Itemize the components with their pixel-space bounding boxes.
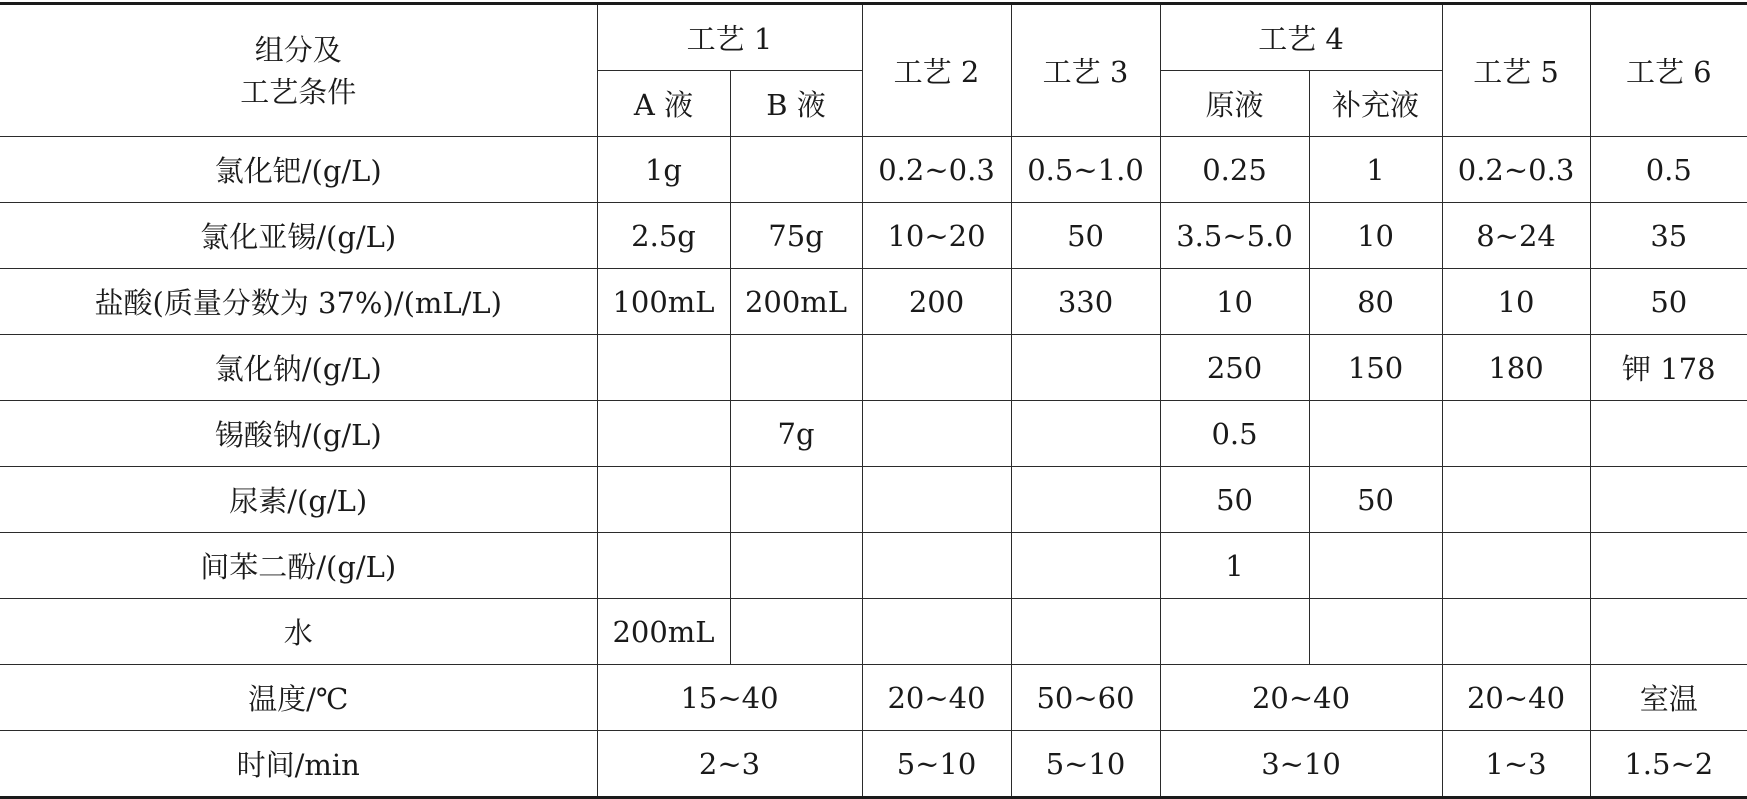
table-cell: 50 — [1160, 467, 1309, 533]
process4-header: 工艺 4 — [1160, 4, 1442, 71]
process5-header: 工艺 5 — [1442, 4, 1590, 137]
table-cell: 10 — [1442, 269, 1590, 335]
table-cell: 50 — [1309, 467, 1442, 533]
table-cell — [862, 467, 1011, 533]
row-label: 氯化亚锡/(g/L) — [0, 203, 597, 269]
table-cell: 5~10 — [862, 731, 1011, 798]
table-cell: 室温 — [1590, 665, 1747, 731]
table-cell: 钾 178 — [1590, 335, 1747, 401]
table-cell: 200mL — [730, 269, 862, 335]
table-cell: 1 — [1309, 137, 1442, 203]
table-cell: 250 — [1160, 335, 1309, 401]
table-cell — [862, 335, 1011, 401]
table-cell: 1g — [597, 137, 730, 203]
table-cell: 1.5~2 — [1590, 731, 1747, 798]
table-cell — [1011, 599, 1160, 665]
table-cell: 0.2~0.3 — [862, 137, 1011, 203]
table-cell: 10 — [1309, 203, 1442, 269]
row-label: 氯化钯/(g/L) — [0, 137, 597, 203]
row-label: 时间/min — [0, 731, 597, 798]
row-label: 尿素/(g/L) — [0, 467, 597, 533]
table-cell: 0.5 — [1160, 401, 1309, 467]
table-cell: 2~3 — [597, 731, 862, 798]
row-label: 锡酸钠/(g/L) — [0, 401, 597, 467]
table-row — [0, 335, 1747, 401]
process2-header: 工艺 2 — [862, 4, 1011, 137]
row-label: 水 — [0, 599, 597, 665]
table-cell — [1011, 467, 1160, 533]
table-cell — [862, 533, 1011, 599]
row-label: 间苯二酚/(g/L) — [0, 533, 597, 599]
table-cell: 100mL — [597, 269, 730, 335]
process-conditions-table — [0, 2, 1747, 799]
table-cell — [730, 533, 862, 599]
row-label: 盐酸(质量分数为 37%)/(mL/L) — [0, 269, 597, 335]
table-cell: 1 — [1160, 533, 1309, 599]
table-cell — [1309, 401, 1442, 467]
table-cell — [597, 533, 730, 599]
table-row — [0, 599, 1747, 665]
table-row — [0, 203, 1747, 269]
table-cell: 15~40 — [597, 665, 862, 731]
table-row — [0, 467, 1747, 533]
table-cell — [1160, 599, 1309, 665]
row-header-line1: 组分及 — [254, 32, 342, 67]
table-cell — [730, 137, 862, 203]
table-row — [0, 137, 1747, 203]
table-cell: 0.5 — [1590, 137, 1747, 203]
table-cell — [730, 467, 862, 533]
table-cell — [1590, 401, 1747, 467]
table-cell — [1442, 401, 1590, 467]
table-cell: 200mL — [597, 599, 730, 665]
table-cell: 50~60 — [1011, 665, 1160, 731]
table-cell — [1590, 533, 1747, 599]
p1-solution-b-header: B 液 — [730, 71, 862, 137]
table-cell: 50 — [1011, 203, 1160, 269]
process3-header: 工艺 3 — [1011, 4, 1160, 137]
table-cell — [597, 401, 730, 467]
table-cell: 8~24 — [1442, 203, 1590, 269]
table-cell — [1309, 533, 1442, 599]
table-cell — [1442, 533, 1590, 599]
table-cell — [1011, 335, 1160, 401]
table-cell: 1~3 — [1442, 731, 1590, 798]
table-cell — [1590, 599, 1747, 665]
table-cell: 10 — [1160, 269, 1309, 335]
table-cell — [1309, 599, 1442, 665]
table-cell — [730, 335, 862, 401]
table-cell: 20~40 — [862, 665, 1011, 731]
time-row — [0, 731, 1747, 798]
temperature-row — [0, 665, 1747, 731]
p1-solution-a-header: A 液 — [597, 71, 730, 137]
table-cell: 0.25 — [1160, 137, 1309, 203]
table-cell: 330 — [1011, 269, 1160, 335]
table-cell — [1442, 467, 1590, 533]
table-row — [0, 533, 1747, 599]
table-cell: 80 — [1309, 269, 1442, 335]
table-cell: 50 — [1590, 269, 1747, 335]
row-header-cell — [0, 4, 597, 137]
table-cell: 75g — [730, 203, 862, 269]
table-cell: 3.5~5.0 — [1160, 203, 1309, 269]
table-cell: 10~20 — [862, 203, 1011, 269]
table-cell: 0.5~1.0 — [1011, 137, 1160, 203]
table-cell: 150 — [1309, 335, 1442, 401]
table-cell: 3~10 — [1160, 731, 1442, 798]
table-cell — [1011, 533, 1160, 599]
table-cell — [1011, 401, 1160, 467]
table-cell: 0.2~0.3 — [1442, 137, 1590, 203]
p4-stock-header: 原液 — [1160, 71, 1309, 137]
table-cell — [862, 599, 1011, 665]
process1-header: 工艺 1 — [597, 4, 862, 71]
table-cell: 200 — [862, 269, 1011, 335]
header-row-1 — [0, 4, 1747, 71]
table-cell — [597, 467, 730, 533]
table-row — [0, 269, 1747, 335]
table-cell: 20~40 — [1442, 665, 1590, 731]
row-label: 氯化钠/(g/L) — [0, 335, 597, 401]
table-cell: 35 — [1590, 203, 1747, 269]
row-header-line2: 工艺条件 — [240, 74, 357, 109]
table-cell: 20~40 — [1160, 665, 1442, 731]
table-cell — [1590, 467, 1747, 533]
table-cell — [730, 599, 862, 665]
table-cell — [1442, 599, 1590, 665]
row-label: 温度/℃ — [0, 665, 597, 731]
table-cell — [597, 335, 730, 401]
process6-header: 工艺 6 — [1590, 4, 1747, 137]
p4-replenish-header: 补充液 — [1309, 71, 1442, 137]
table-cell: 5~10 — [1011, 731, 1160, 798]
table-cell: 2.5g — [597, 203, 730, 269]
table-row — [0, 401, 1747, 467]
table-cell — [862, 401, 1011, 467]
table-cell: 7g — [730, 401, 862, 467]
table-cell: 180 — [1442, 335, 1590, 401]
